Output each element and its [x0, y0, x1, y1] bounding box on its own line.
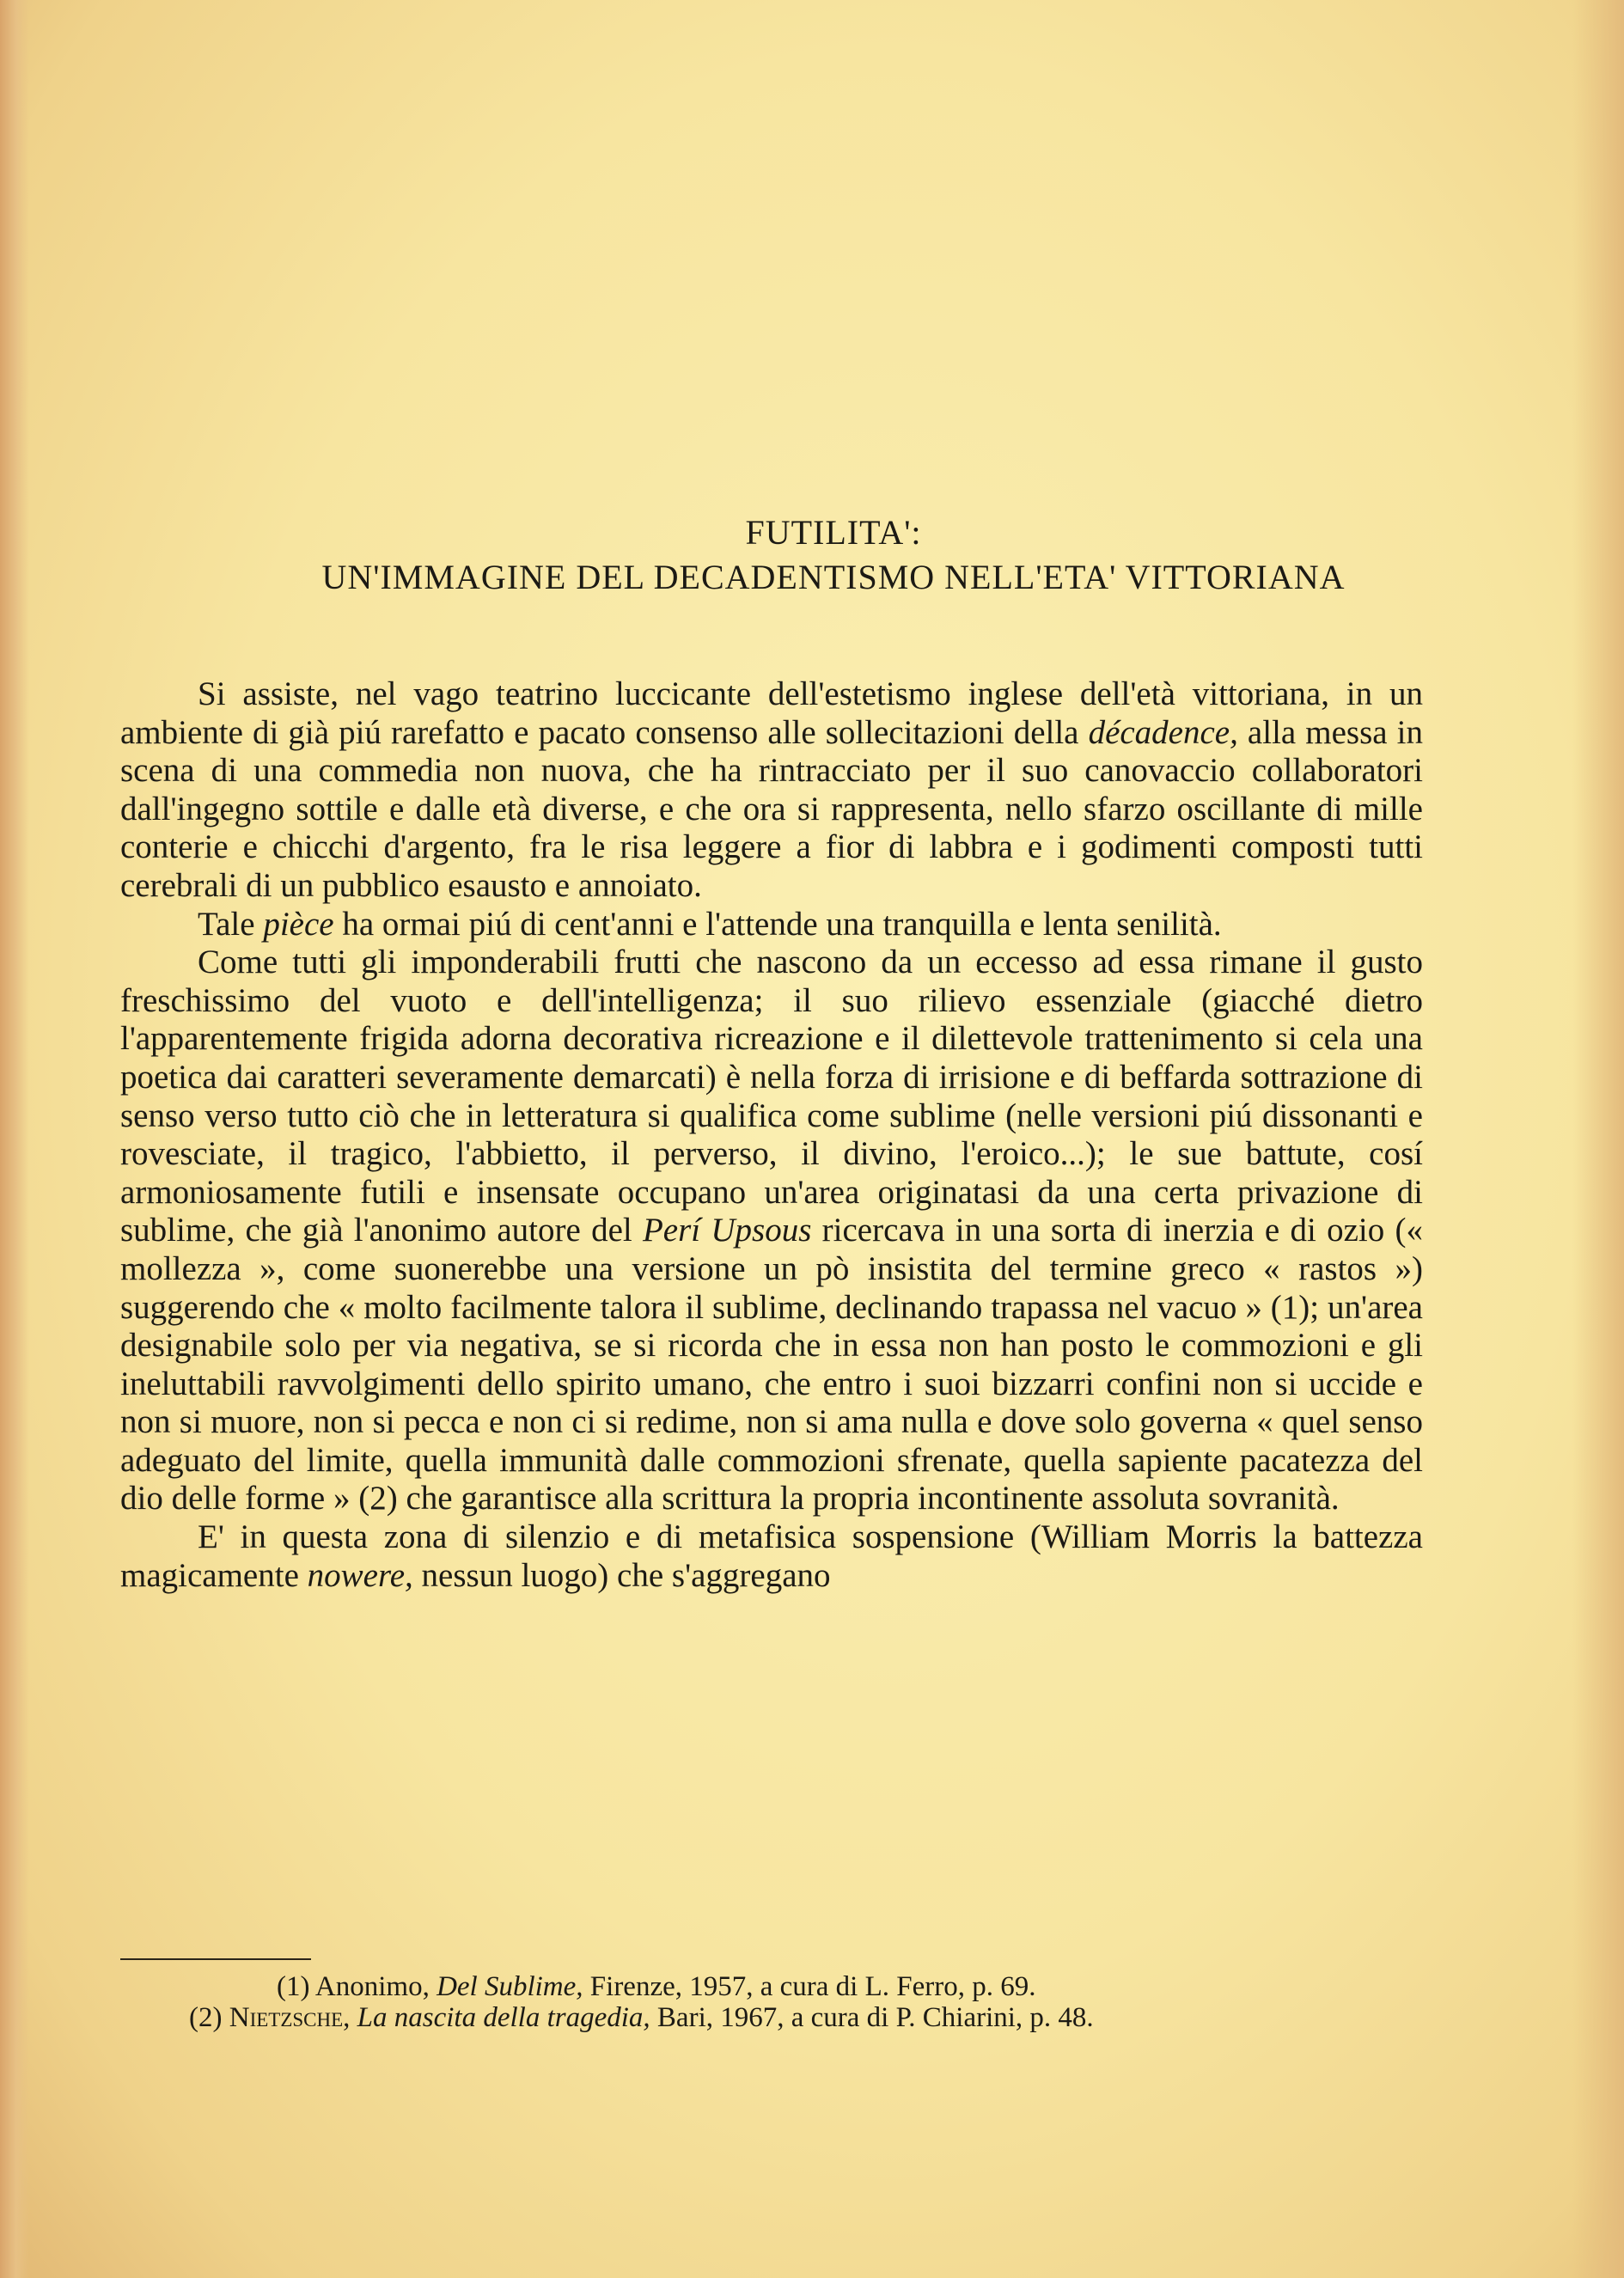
- footnote-1-text-a: (1) Anonimo,: [277, 1971, 437, 2002]
- paragraph-4-italic: nowere,: [307, 1556, 413, 1594]
- footnote-2-text-a: (2): [189, 2002, 229, 2033]
- paragraph-2-italic: pièce: [263, 905, 334, 943]
- paragraph-1-text-a: Si assiste, nel vago teatrino luccicante dell'estetismo inglese dell'età vittoriana, in un ambiente di già piú rarefatto e pacato consenso alle sollecitazioni della: [120, 675, 1423, 751]
- page-edge-left: [0, 0, 29, 2278]
- footnote-1-italic: Del Sublime,: [437, 1971, 583, 2002]
- paragraph-2-text-c: ha ormai piú di cent'anni e l'attende una tranquilla e lenta senilità.: [333, 905, 1222, 943]
- footnotes: [120, 1971, 1423, 2033]
- paragraph-1-italic: décadence,: [1088, 713, 1238, 751]
- paragraph-2: [120, 906, 1423, 944]
- paragraph-4: [120, 1518, 1423, 1595]
- paragraph-3: [120, 944, 1423, 1518]
- paragraph-3-text-a: Come tutti gli imponderabili frutti che nascono da un eccesso ad essa rimane il gusto freschissimo del vuoto e dell'intelligenza; il suo rilievo essenziale (giacché dietro l'apparentemente frigida adorna decorativa ricreazione e il dilettevole trattenimento si cela una poetica dai caratteri severamente demarcati) è nella forza di irrisione e di beffarda sottrazione di senso verso tutto ciò che in letteratura si qualifica come sublime (nelle versioni piú dissonanti e rovesciate, il tragico, l'abbietto, il perverso, il divino, l'eroico...); le sue battute, cosí armoniosamente futili e insensate occupano un'area originatasi da una certa privazione di sublime, che già l'anonimo autore del: [120, 944, 1423, 1249]
- footnote-2: [120, 2002, 1423, 2033]
- paragraph-4-text-c: nessun luogo) che s'aggregano: [412, 1556, 831, 1594]
- paragraph-1: [120, 675, 1423, 906]
- paragraph-4-text-a: E' in questa zona di silenzio e di metafisica sospensione (William Morris la battezza magicamente: [120, 1518, 1423, 1594]
- footnote-1-text-c: Firenze, 1957, a cura di L. Ferro, p. 69.: [583, 1971, 1036, 2002]
- article-body: [120, 675, 1423, 1595]
- title-line-1: FUTILITA':: [745, 513, 922, 552]
- paragraph-1-text-c: alla messa in scena di una commedia non nuova, che ha rintracciato per il suo canovaccio collaboratori dall'ingegno sottile e dalle età diverse, e che ora si rappresenta, nello sfarzo oscillante di mille conterie e chicchi d'argento, fra le risa leggere a fior di labbra e i godimenti composti tutti cerebrali di un pubblico esausto e annoiato.: [120, 713, 1423, 904]
- page-edge-right: [1572, 0, 1624, 2278]
- footnote-2-italic: La nascita della tragedia,: [357, 2002, 650, 2033]
- footnote-1: [120, 1971, 1423, 2002]
- footnote-2-text-c: Bari, 1967, a cura di P. Chiarini, p. 48.: [650, 2002, 1094, 2033]
- footnote-separator: [120, 1958, 311, 1960]
- footnote-2-author: Nietzsche,: [229, 2002, 351, 2033]
- article-title: [120, 510, 1547, 600]
- paragraph-2-text-a: Tale: [198, 905, 264, 943]
- title-line-2: UN'IMMAGINE DEL DECADENTISMO NELL'ETA' VITTORIANA: [321, 558, 1346, 596]
- paragraph-3-italic: Perí Upsous: [642, 1212, 812, 1249]
- paragraph-3-text-c: ricercava in una sorta di inerzia e di ozio (« mollezza », come suonerebbe una versione un pò insistita del termine greco « rastos ») suggerendo che « molto facilmente talora il sublime, declinando trapassa nel vacuo » (1); un'area designabile solo per via negativa, se si ricorda che in essa non han posto le commozioni e gli ineluttabili ravvolgimenti dello spirito umano, che entro i suoi bizzarri confini non si uccide e non si muore, non si pecca e non ci si redime, non si ama nulla e dove solo governa « quel senso adeguato del limite, quella immunità dalle commozioni sfrenate, quella sapiente pacatezza del dio delle forme » (2) che garantisce alla scrittura la propria incontinente assoluta sovranità.: [120, 1212, 1423, 1518]
